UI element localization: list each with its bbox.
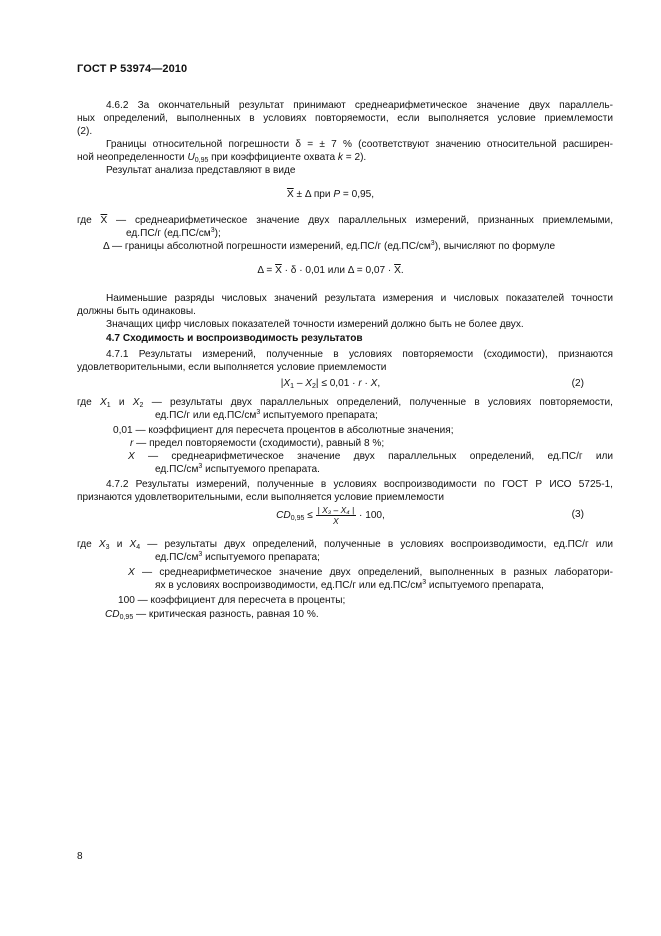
para-462-line4: Границы относительной погрешности δ = ± 7 % (соответствуют значению относительной расширен- (106, 139, 613, 150)
section-4-7-heading: 4.7 Сходимость и воспроизводимость результатов (106, 333, 363, 344)
para-462-line3: (2). (77, 126, 93, 137)
para-462-line6: Результат анализа представляют в виде (106, 165, 296, 176)
formula-result: $\overline{X} \pm \Delta$ при P = 0,95, (286, 189, 375, 200)
where2-line6: $ед.ПС/см^3$ испытуемого препарата. (155, 463, 320, 475)
where1-line3: Δ — границы абсолютной погрешности измерений, ед.ПС/г $(ед.ПС/см^3)$, вычисляют по формуле (103, 240, 556, 252)
para-471-line1: 4.7.1 Результаты измерений, полученные в условиях повторяемости (сходимости), признаются (106, 349, 613, 360)
formula-3-reproducibility: $CD_{0,95}$ ≤ $\frac{\text{| X₃ – X₄ |}}{X}$ · 100, (276, 505, 385, 526)
para-462-line1: 4.6.2 За окончательный результат принимают среднеарифметическое значение двух параллель- (106, 100, 613, 111)
where3-line5: 100 — коэффициент для пересчета в проценты; (118, 595, 346, 606)
formula-number-3: (3) (571, 509, 584, 520)
where3-line1: где $X_3$ и $X_4$ — результаты двух определений, полученные в условиях воспроизводимости, ед.ПС/г или (77, 539, 613, 551)
formula-absolute-error: $\Delta = \overline{X} \cdot \delta \cdot 0,01$ или $\Delta = 0,07 \cdot \overline{X}$. (257, 265, 404, 276)
where3-line6: $CD_{0,95}$ — критическая разность, равная 10 %. (105, 609, 319, 621)
where2-line5: X — среднеарифметическое значение двух параллельных определений, ед.ПС/г или (128, 451, 613, 462)
para-digits-line3: Значащих цифр числовых показателей точности измерений должно быть не более двух. (106, 319, 524, 330)
where2-line4: r — предел повторяемости (сходимости), равный 8 %; (130, 438, 385, 449)
para-digits-line2: должны быть одинаковы. (77, 306, 196, 317)
formula-2-repeatability: $|X_1 - X_2| \le 0,01 \cdot r \cdot X$, (280, 378, 381, 390)
where2-line1: где $X_1$ и $X_2$ — результаты двух параллельных определений, полученные в условиях повторяемости, (77, 397, 613, 409)
para-471-line2: удовлетворительными, если выполняется условие приемлемости (77, 362, 387, 373)
where2-line2: ед.ПС/г или $ед.ПС/см^3$ испытуемого препарата; (155, 409, 378, 421)
para-462-line2: ных определений, выполненных в условиях повторяемости, если выполняется условие приемлемости (77, 113, 613, 124)
formula-number-2: (2) (571, 378, 584, 389)
where3-line2: $ед.ПС/см^3$ испытуемого препарата; (155, 551, 320, 563)
where3-line3: X — среднеарифметическое значение двух определений, выполненных в разных лаборатори- (128, 567, 613, 578)
para-digits-line1: Наименьшие разряды числовых значений результата измерения и числовых показателей точности (106, 293, 613, 304)
para-472-line1: 4.7.2 Результаты измерений, полученные в условиях воспроизводимости по ГОСТ Р ИСО 5725-1, (106, 479, 613, 490)
where3-line4: ях в условиях воспроизводимости, ед.ПС/г или $ед.ПС/см^3$ испытуемого препарата, (155, 579, 544, 591)
para-472-line2: признаются удовлетворительными, если выполняется условие приемлемости (77, 492, 445, 503)
where1-line2: ед.ПС/г $(ед.ПС/см^3)$; (126, 227, 221, 239)
page-number: 8 (77, 851, 83, 862)
page-header-title: ГОСТ Р 53974—2010 (77, 63, 188, 75)
para-462-line5: ной неопределенности $U_{0,95}$ при коэффициенте охвата k = 2). (77, 152, 367, 164)
where2-line3: 0,01 — коэффициент для пересчета процентов в абсолютные значения; (113, 425, 454, 436)
where1-line1: где $\overline{X}$ — среднеарифметическое значение двух параллельных измерений, признанных приемлемыми, (77, 215, 613, 226)
fraction: $\frac{\text{| X₃ – X₄ |}}{X}$ (317, 505, 355, 526)
